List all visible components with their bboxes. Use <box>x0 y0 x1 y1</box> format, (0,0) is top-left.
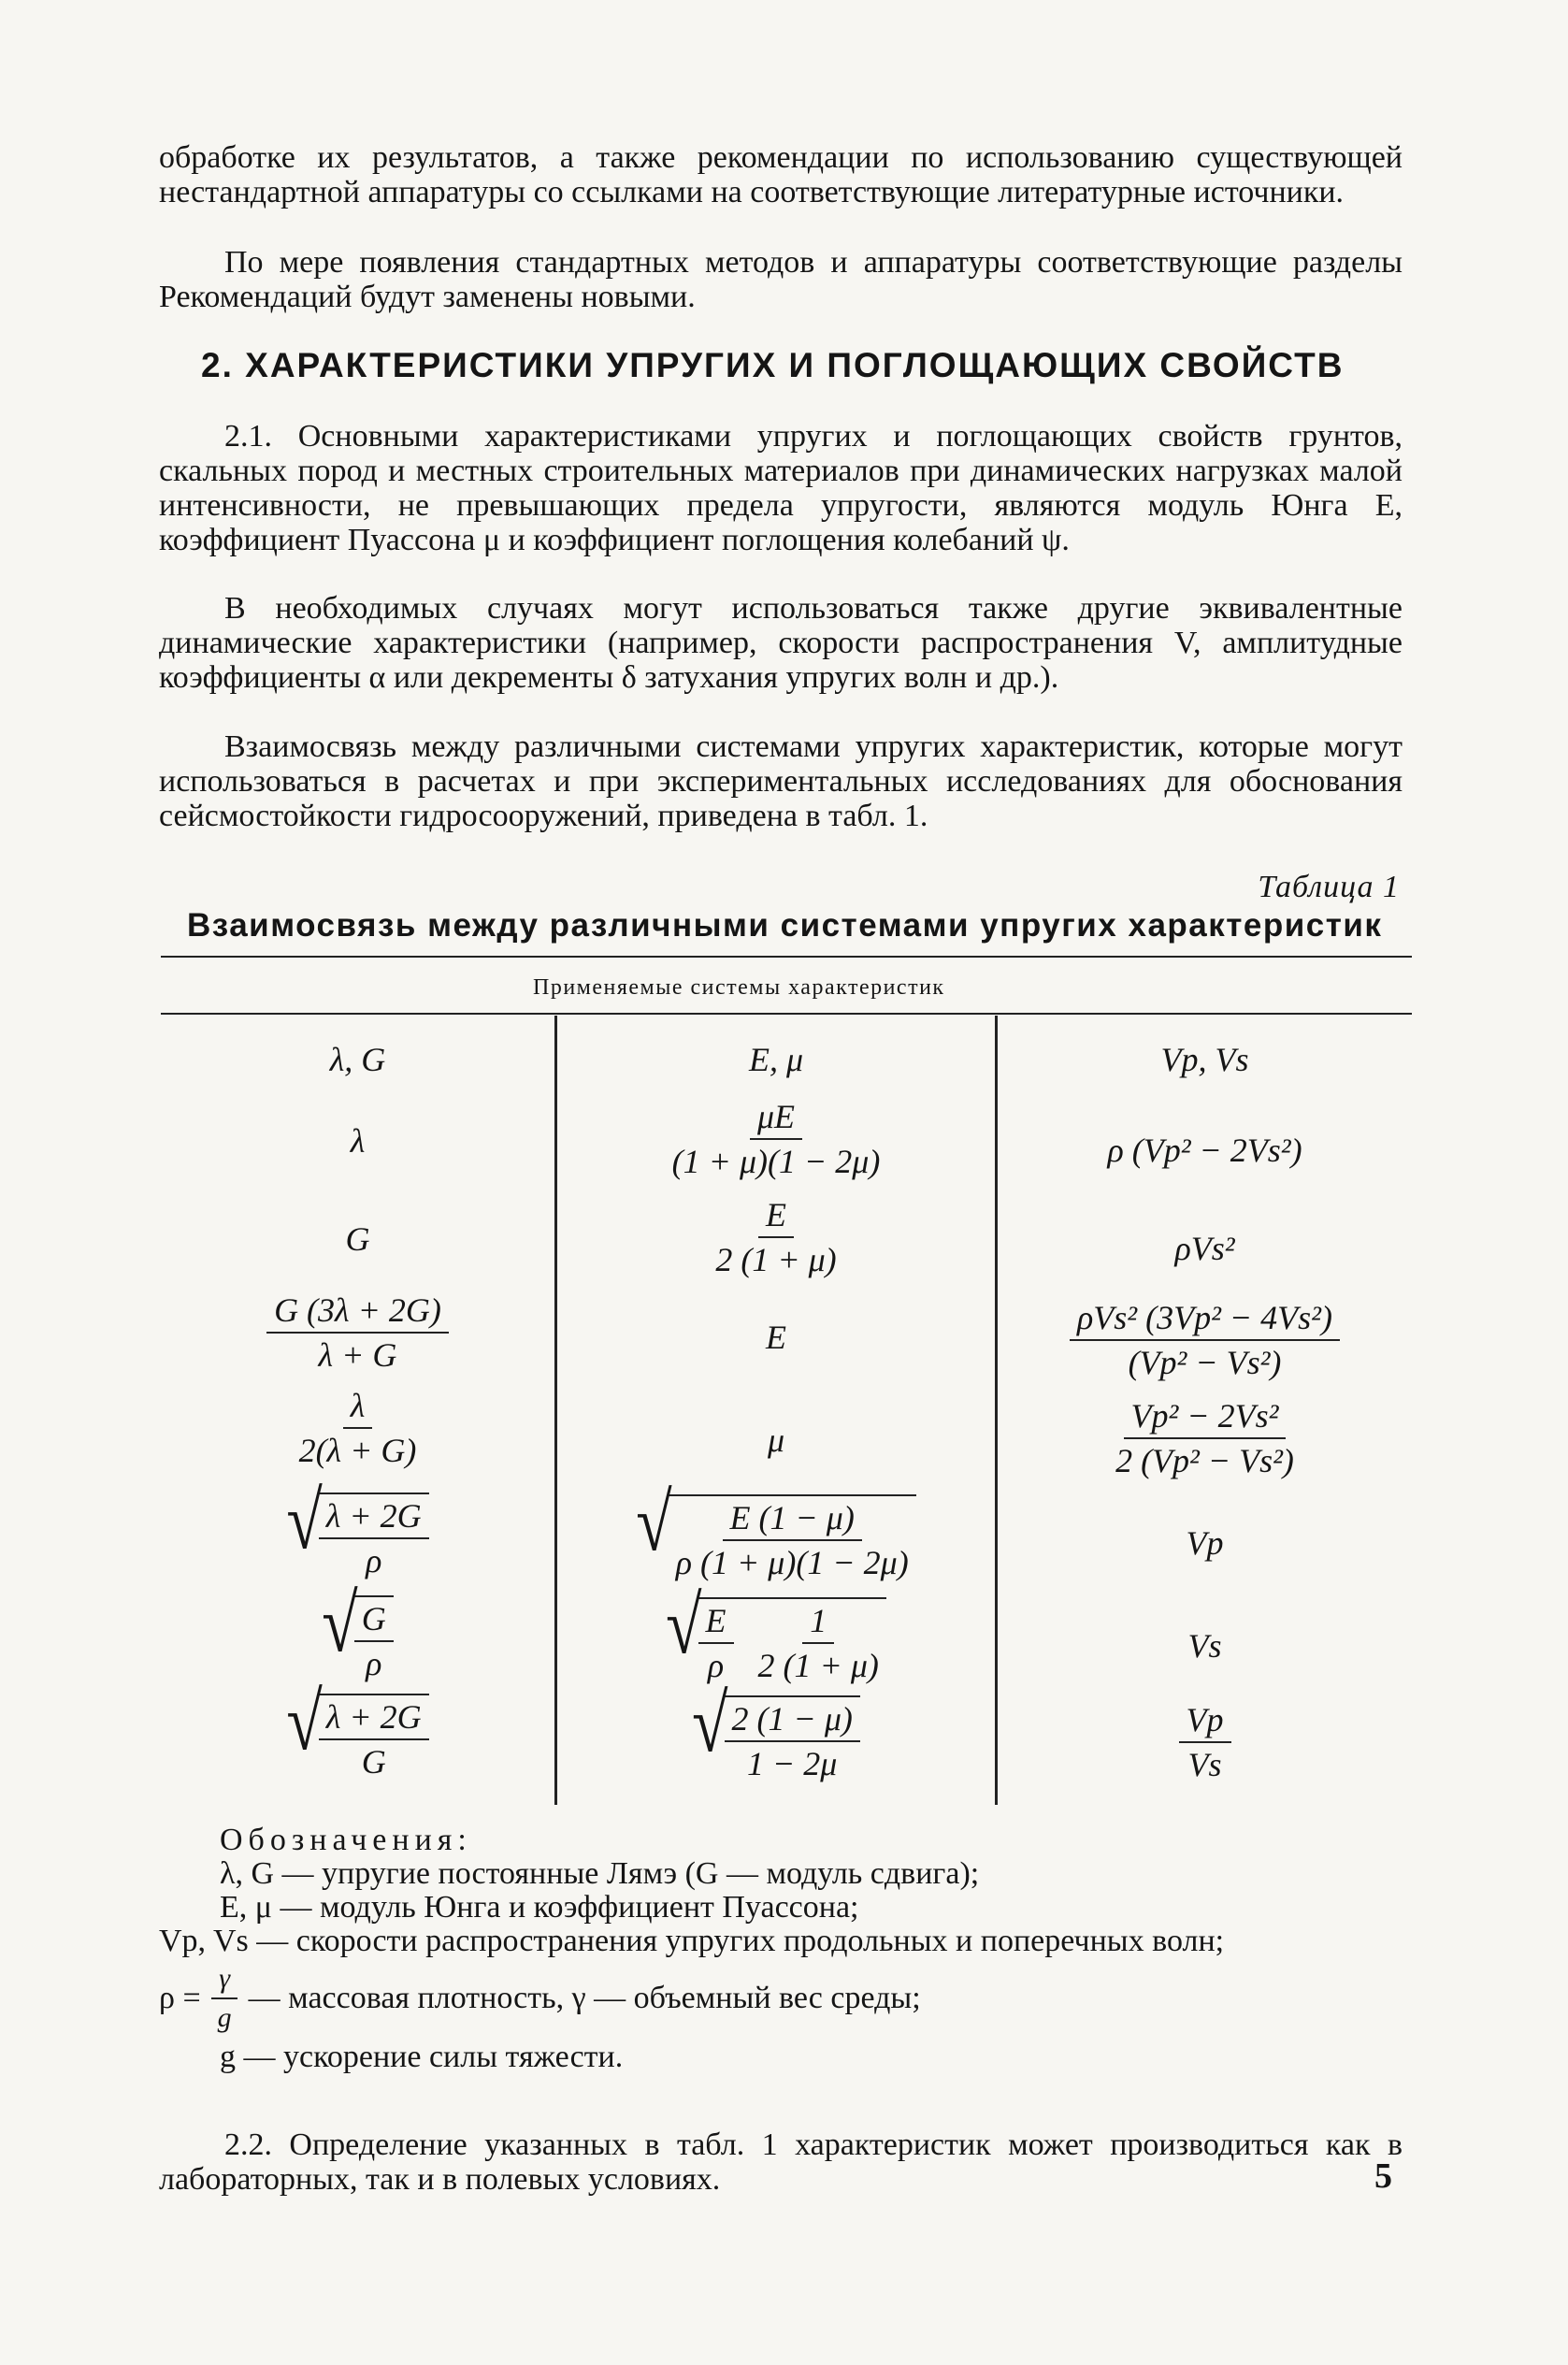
col3-row7-num: Vp <box>1179 1700 1231 1743</box>
col2-row6-num1: E <box>698 1601 734 1644</box>
radical-sign: √ <box>666 1581 702 1672</box>
notation-density <box>159 1962 1224 2035</box>
col1-row7-num: λ + 2G <box>319 1697 429 1740</box>
paragraph-2-2: 2.2. Определение указанных в табл. 1 характеристик может производиться как в лабораторных, так и в полевых условиях. <box>159 2127 1403 2197</box>
notation-velocities: Vp, Vs — скорости распространения упругих продольных и поперечных волн; <box>159 1924 1225 1958</box>
col1-row7-den: G <box>361 1742 386 1781</box>
table-header: Применяемые системы характеристик <box>533 975 945 1000</box>
notation-young: E, μ — модуль Юнга и коэффициент Пуассона; <box>220 1890 859 1925</box>
density-num: γ <box>211 1962 237 1999</box>
col2-row5-den: ρ (1 + μ)(1 − 2μ) <box>675 1544 909 1581</box>
col3-row6: Vs <box>1187 1627 1222 1665</box>
col3-row1: ρ (Vp² − 2Vs²) <box>1107 1132 1302 1169</box>
notation-lame: λ, G — упругие постоянные Лямэ (G — модуль сдвига); <box>220 1856 980 1891</box>
col3-row3-den: (Vp² − Vs²) <box>1128 1343 1282 1381</box>
table-title: Взаимосвязь между различными системами упругих характеристик <box>187 907 1383 944</box>
col1-row3-num: G (3λ + 2G) <box>266 1291 449 1334</box>
intro-paragraph-1: обработке их результатов, а также рекомендации по использованию существующей нестандартной аппаратуры со ссылками на соответствующие литературные источники. <box>159 140 1403 209</box>
col1-row4-num: λ <box>343 1386 373 1429</box>
col2-header: E, μ <box>748 1041 804 1078</box>
col3-header: Vp, Vs <box>1160 1041 1249 1078</box>
col1-header: λ, G <box>329 1041 386 1078</box>
col2-row7 <box>557 1680 995 1786</box>
radical-sign: √ <box>636 1478 672 1569</box>
col1-row4-den: 2(λ + G) <box>298 1432 417 1469</box>
col2-row1-num: μE <box>750 1097 802 1140</box>
col2-row2-num: E <box>758 1195 794 1238</box>
paragraph-2-1: 2.1. Основными характеристиками упругих и поглощающих свойств грунтов, скальных пород и местных строительных материалов при динамических нагрузках малой интенсивности, не превышающих предела упругости, являются модуль Юнга E, коэффициент Пуассона μ и коэффициент поглощения колебаний ψ. <box>159 419 1403 557</box>
density-den: g <box>217 2002 232 2033</box>
col1-row5-den: ρ <box>366 1541 382 1579</box>
col1-row6-num: G <box>354 1599 394 1642</box>
page-number: 5 <box>1374 2156 1392 2196</box>
col2-row6-den2: 2 (1 + μ) <box>757 1647 879 1684</box>
col1-row1: λ <box>350 1122 366 1160</box>
col1-row7 <box>161 1677 554 1781</box>
notation-title: Обозначения: <box>220 1823 472 1857</box>
col3-row4 <box>998 1393 1412 1482</box>
col1-row4 <box>161 1386 554 1470</box>
notation-gravity: g — ускорение силы тяжести. <box>220 2040 624 2074</box>
col1-row5 <box>161 1476 554 1580</box>
radical-sign: √ <box>286 1476 323 1566</box>
col2-row1-den: (1 + μ)(1 − 2μ) <box>671 1142 881 1180</box>
table-header-rule <box>161 1013 1412 1015</box>
paragraph-alternatives: В необходимых случаях могут использоваться также другие эквивалентные динамические характеристики (например, скорости распространения V, амплитудные коэффициенты α или декременты δ затухания упругих волн и др.). <box>159 591 1403 695</box>
radical-sign: √ <box>692 1680 728 1770</box>
col2-row4: μ <box>767 1421 785 1459</box>
col3-row4-den: 2 (Vp² − Vs²) <box>1115 1441 1294 1479</box>
col3-row2: ρVs² <box>1174 1230 1235 1267</box>
col2-row6-den1: ρ <box>707 1647 725 1684</box>
section-heading: 2. ХАРАКТЕРИСТИКИ УПРУГИХ И ПОГЛОЩАЮЩИХ СВОЙСТВ <box>201 346 1345 384</box>
col2-row6-num2: 1 <box>802 1601 834 1644</box>
radical-sign: √ <box>286 1677 323 1767</box>
col2-row5-num: E (1 − μ) <box>723 1498 862 1541</box>
col1-row6-den: ρ <box>366 1644 382 1682</box>
col1-row3 <box>161 1291 554 1375</box>
col1-row5-num: λ + 2G <box>319 1496 429 1539</box>
col3-row7 <box>998 1697 1412 1786</box>
col1-row6 <box>161 1579 554 1683</box>
col1-row3-den: λ + G <box>318 1336 397 1374</box>
col3-row5: Vp <box>1186 1524 1224 1562</box>
density-text: — массовая плотность, γ — объемный вес среды; <box>248 1981 921 2015</box>
col1-row2: G <box>345 1220 370 1258</box>
col2-row1 <box>557 1094 995 1183</box>
paragraph-relations: Взаимосвязь между различными системами упругих характеристик, которые могут использоваться в расчетах и при экспериментальных исследованиях для обоснования сейсмостойкости гидросооружений, приведена в табл. 1. <box>159 729 1403 833</box>
col3-row3 <box>998 1295 1412 1384</box>
density-lhs: ρ = <box>159 1981 201 2015</box>
col3-row7-den: Vs <box>1187 1745 1222 1783</box>
col2-row2 <box>557 1192 995 1281</box>
col2-row3: E <box>766 1319 786 1356</box>
col2-row2-den: 2 (1 + μ) <box>715 1240 837 1278</box>
col2-row7-den: 1 − 2μ <box>747 1745 838 1782</box>
col2-row6 <box>557 1581 995 1688</box>
col3-row3-num: ρVs² (3Vp² − 4Vs²) <box>1070 1298 1340 1341</box>
intro-paragraph-2: По мере появления стандартных методов и аппаратуры соответствующие разделы Рекомендаций будут заменены новыми. <box>159 245 1403 314</box>
col2-row5 <box>557 1478 995 1585</box>
col3-row4-num: Vp² − 2Vs² <box>1124 1396 1287 1439</box>
radical-sign: √ <box>322 1579 358 1669</box>
notation-list <box>159 1823 1225 2074</box>
table-top-rule <box>161 956 1412 958</box>
col2-row7-num: 2 (1 − μ) <box>725 1699 860 1742</box>
table-caption: Таблица 1 <box>1258 870 1400 904</box>
